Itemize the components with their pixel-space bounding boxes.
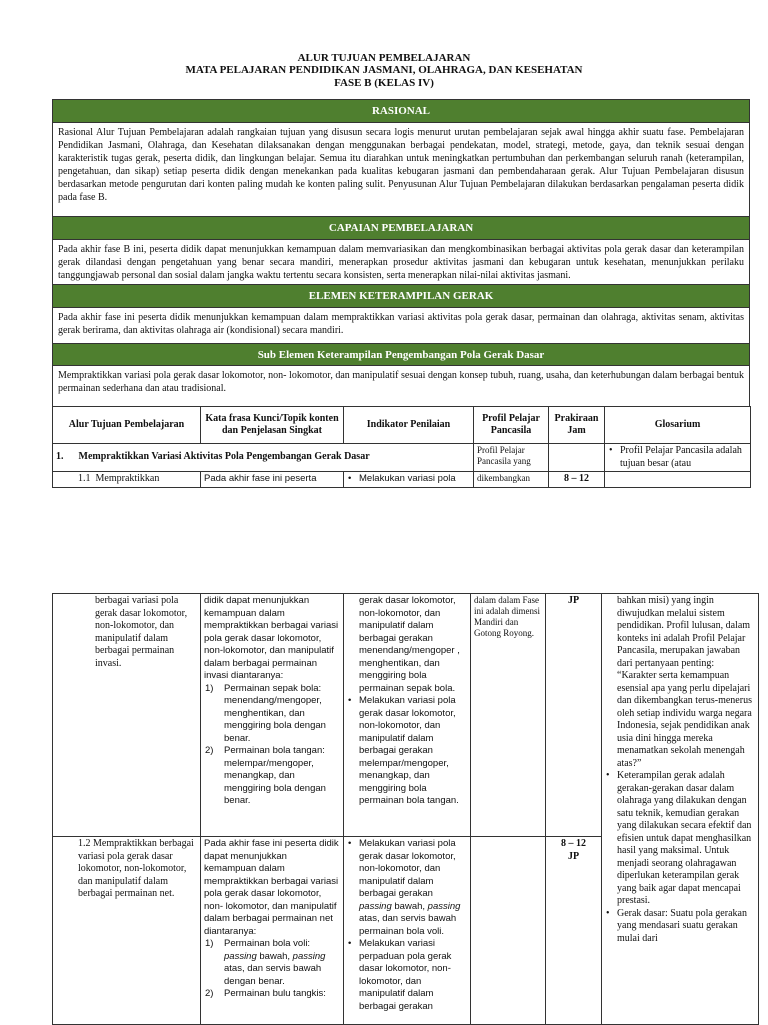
rasional-text: Rasional Alur Tujuan Pembelajaran adalah rangkaian tujuan yang disusun secara logis menurut urutan pembelajaran sejak awal hingga akhir suatu fase. Pembelajaran Pendidikan Jasmani, Olahraga, dan Kesehatan dilaksanakan dengan menggunakan berbagai pendekatan, model, strategi, metode, gaya, dan teknik sesuai dengan karakteristik tugas gerak, peserta didik, dan lingkungan belajar. Semua itu diarahkan untuk meningkatkan pertumbuhan dan perkembangan seluruh ranah (keterampilan, pengetahuan, dan sikap) setiap peserta didik dengan menekankan pada kualitas kebugaran jasmani dan pembendaharaan gerak. Alur Tujuan Pembelajaran disusun berdasarkan metode pengurutan dari konten paling mudah ke konten paling sulit. Penyusunan Alur Tujuan Pembelajaran dilakukan berdasarkan pengalaman peserta didik pada fase B. bbox=[52, 123, 750, 216]
atp-table-page1 bbox=[52, 406, 751, 488]
indikator-cell-1-1-cont bbox=[344, 594, 471, 837]
kata-list-item: 2) Permainan bola tangan: melempar/mengoper, menangkap, dan menggiring bola dengan benar. bbox=[205, 745, 326, 806]
atp-cell-1-1-cont: berbagai variasi pola gerak dasar lokomotor, non-lokomotor, dan manipulatif dalam berbagai permainan invasi. bbox=[53, 594, 201, 837]
col-header-atp: Alur Tujuan Pembelajaran bbox=[53, 407, 201, 444]
jam-unit: JP bbox=[567, 850, 580, 862]
profil-cell-1-1: dikembangkan bbox=[474, 472, 549, 488]
indikator-cell-1-1 bbox=[344, 472, 474, 488]
glosarium-item: • Profil Pelajar Pancasila adalah tujuan besar (atau bbox=[620, 445, 747, 470]
doc-title-line3: FASE B (KELAS IV) bbox=[334, 77, 434, 89]
kata-list-item: 1) Permainan bola voli: passing bawah, passing atas, dan servis bawah dengan benar. bbox=[205, 938, 326, 987]
col-header-glosarium: Glosarium bbox=[605, 407, 751, 444]
col-header-jam: Prakiraan Jam bbox=[549, 407, 605, 444]
glosarium-cell-1-1 bbox=[605, 472, 751, 488]
indikator-item: • Melakukan variasi pola gerak dasar lokomotor, non-lokomotor, dan manipulatif dalam berbagai gerakan melempar/mengoper, menangkap, dan menggiring bola permainan bola tangan. bbox=[359, 695, 467, 808]
col-header-profil: Profil Pelajar Pancasila bbox=[474, 407, 549, 444]
jam-cell-top bbox=[549, 444, 605, 472]
glosarium-cell-top bbox=[605, 444, 751, 472]
jam-cell-1-1-cont: JP bbox=[546, 594, 602, 837]
section-band-capaian: CAPAIAN PEMBELAJARAN bbox=[52, 216, 750, 240]
profil-cell-top: Profil Pelajar Pancasila yang bbox=[474, 444, 549, 472]
section-band-rasional: RASIONAL bbox=[52, 99, 750, 123]
elemen-text: Pada akhir fase ini peserta didik menunjukkan kemampuan dalam mempraktikkan variasi aktivitas pola gerak dasar, permainan dan olahraga, aktivitas senam, aktivitas gerak berirama, dan aktivitas olahraga air (kondisional) secara mandiri. bbox=[52, 308, 750, 343]
sub-elemen-title: Sub Elemen Keterampilan Pengembangan Pola Gerak Dasar bbox=[257, 348, 545, 361]
col-header-indikator: Indikator Penilaian bbox=[344, 407, 474, 444]
doc-title-line2: MATA PELAJARAN PENDIDIKAN JASMANI, OLAHRAGA, DAN KESEHATAN bbox=[185, 64, 583, 76]
kata-list-item: 2) Permainan bulu tangkis: bbox=[205, 988, 326, 999]
kata-intro: didik dapat menunjukkan kemampuan dalam mempraktikkan berbagai variasi pola gerak dasar lokomotor, non-lokomotor, dan manipulatif dalam berbagai permainan invasi diantaranya: bbox=[204, 595, 339, 681]
col-header-kata-frasa: Kata frasa Kunci/Topik konten dan Penjelasan Singkat bbox=[201, 407, 344, 444]
atp-cell-1-1: 1.1 Mempraktikkan bbox=[53, 472, 201, 488]
section-band-sub-elemen bbox=[52, 343, 750, 366]
kata-cell-1-2 bbox=[201, 837, 344, 1025]
capaian-text: Pada akhir fase B ini, peserta didik dapat menunjukkan kemampuan dalam memvariasikan dan mengkombinasikan berbagai aktivitas pola gerak dasar dan keterampilan gerak dilandasi dengan pengetahuan yang benar secara mandiri, menerapkan prosedur aktivitas jasmani dan kebugaran untuk kesehatan, menunjukkan perilaku tanggungjawab personal dan sosial dalam jangka waktu tertentu secara konsisten, serta menerapkan nilai-nilai aktivitas jasmani. bbox=[52, 240, 750, 284]
doc-title-line1: ALUR TUJUAN PEMBELAJARAN bbox=[297, 52, 471, 64]
kata-cell-1-1: Pada akhir fase ini peserta bbox=[201, 472, 344, 488]
kata-list-item: 1) Permainan sepak bola: menendang/mengoper, menghentikan, dan menggiring bola dengan benar. bbox=[205, 682, 326, 744]
indikator-item: • Melakukan variasi perpaduan pola gerak dasar lokomotor, non-lokomotor, dan manipulatif dalam berbagai gerakan bbox=[359, 938, 467, 1013]
indikator-item: • Melakukan variasi pola bbox=[359, 473, 470, 486]
indikator-cell-1-2 bbox=[344, 837, 471, 1025]
profil-cell-1-2 bbox=[471, 837, 546, 1025]
atp-cell-1-2: 1.2 Mempraktikkan berbagai variasi pola gerak dasar lokomotor, non-lokomotor, dan manipulatif dalam berbagai permainan net. bbox=[53, 837, 201, 1025]
row-heading-1: 1. Mempraktikkan Variasi Aktivitas Pola Pengembangan Gerak Dasar bbox=[53, 444, 474, 472]
sub-elemen-text: Mempraktikkan variasi pola gerak dasar lokomotor, non- lokomotor, dan manipulatif sesuai dengan konsep tubuh, ruang, usaha, dan keterhubungan dalam berbagai bentuk permainan sederhana dan atau tradisional. bbox=[52, 366, 750, 406]
glosarium-cell-cont bbox=[602, 594, 759, 1025]
jam-value: 8 – 12 bbox=[561, 838, 586, 849]
indikator-item: • Melakukan variasi pola gerak dasar lokomotor, non-lokomotor, dan manipulatif dalam berbagai gerakan passing bawah, passing atas, dan servis bawah permainan bola voli. bbox=[359, 838, 467, 938]
profil-cell-1-1-cont: dalam dalam Fase ini adalah dimensi Mandiri dan Gotong Royong. bbox=[471, 594, 546, 837]
glosarium-cont-text: bahkan misi) yang ingin diwujudkan melalui sistem pendidikan. Profil lulusan, dalam konteks ini adalah Profil Pelajar Pancasila, merupakan jawaban dari pertanyaan penting: “Karakter serta kemampuan esensial apa yang perlu dipelajari dan dikembangkan terus-menerus oleh setiap individu warga negara Indonesia, sejak pendidikan anak usia dini hingga mereka menamatkan sekolah menengah atas?” bbox=[617, 595, 752, 769]
indikator-cont-text: gerak dasar lokomotor, non-lokomotor, dan manipulatif dalam berbagai gerakan menendang/mengoper , menghentikan, dan menggiring bola permainan sepak bola. bbox=[359, 595, 460, 694]
glosarium-item: • Keterampilan gerak adalah gerakan-gerakan dasar dalam olahraga yang dilakukan dengan satu teknik, kemudian gerakan yang dilakukan secara efektif dan efisien untuk dapat menghasilkan hasil yang maksimal. Untuk menjadi seorang olahragawan diperlukan keterampilan gerak yang baik agar dapat mencapai prestasi. bbox=[617, 770, 755, 908]
section-band-elemen: ELEMEN KETERAMPILAN GERAK bbox=[52, 284, 750, 308]
glosarium-item: • Gerak dasar: Suatu pola gerakan yang mendasari suatu gerakan mulai dari bbox=[617, 908, 755, 946]
kata-intro: Pada akhir fase ini peserta didik dapat menunjukkan kemampuan dalam mempraktikkan berbagai variasi pola gerak dasar lokomotor, non- lokomotor, dan manipulatif dalam berbagai permainan net diantaranya: bbox=[204, 838, 339, 937]
jam-cell-1-1: 8 – 12 bbox=[549, 472, 605, 488]
atp-table-page2 bbox=[52, 593, 759, 1025]
kata-cell-1-1-cont bbox=[201, 594, 344, 837]
jam-cell-1-2 bbox=[546, 837, 602, 1025]
